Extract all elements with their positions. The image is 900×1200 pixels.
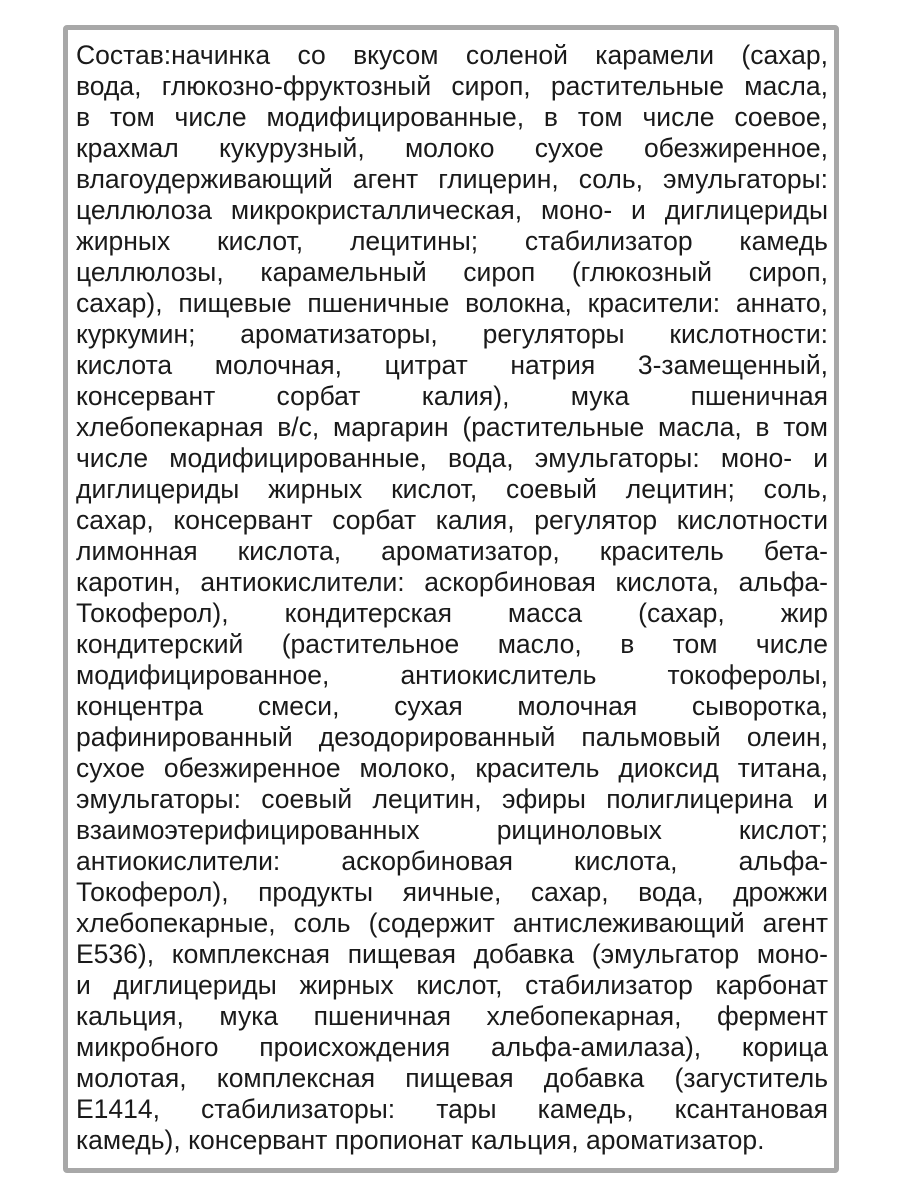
composition-line: числе модифицированные, вода, эмульгаторы: моно- и [76,443,828,473]
composition-line: лимонная кислота, ароматизатор, краситель бета- [76,536,828,566]
composition-line: Состав:начинка со вкусом соленой карамели (сахар, [76,40,828,70]
composition-line: Токоферол), кондитерская масса (сахар, жир [76,598,828,628]
composition-line: жирных кислот, лецитины; стабилизатор камедь [76,226,828,256]
composition-line: эмульгаторы: соевый лецитин, эфиры полиглицерина и [76,784,828,814]
composition-line: консервант сорбат калия), мука пшеничная [76,381,828,411]
composition-line: концентра смеси, сухая молочная сыворотка, [76,691,828,721]
composition-line: вода, глюкозно-фруктозный сироп, растительные масла, [76,71,828,101]
composition-line: кислота молочная, цитрат натрия 3-замещенный, [76,350,828,380]
composition-line: камедь), консервант пропионат кальция, ароматизатор. [76,1125,765,1155]
composition-line: в том числе модифицированные, в том числе соевое, [76,102,828,132]
composition-line: микробного происхождения альфа-амилаза), корица [76,1032,828,1062]
composition-line: антиокислители: аскорбиновая кислота, альфа- [76,846,828,876]
composition-line: Токоферол), продукты яичные, сахар, вода, дрожжи [76,877,828,907]
composition-line: целлюлозы, карамельный сироп (глюкозный сироп, [76,257,828,287]
composition-line: кондитерский (растительное масло, в том числе [76,629,828,659]
composition-line: сахар, консервант сорбат калия, регулятор кислотности [76,505,828,535]
composition-line: Е1414, стабилизаторы: тары камедь, ксантановая [76,1094,828,1124]
composition-line: хлебопекарные, соль (содержит антислеживающий агент [76,908,828,938]
composition-text [76,40,828,1156]
composition-line: крахмал кукурузный, молоко сухое обезжиренное, [76,133,828,163]
composition-line: взаимоэтерифицированных рициноловых кислот; [76,815,828,845]
composition-line: модифицированное, антиокислитель токоферолы, [76,660,828,690]
composition-line: диглицериды жирных кислот, соевый лецитин; соль, [76,474,828,504]
composition-line: куркумин; ароматизаторы, регуляторы кислотности: [76,319,828,349]
composition-line: целлюлоза микрокристаллическая, моно- и диглицериды [76,195,828,225]
composition-line: кальция, мука пшеничная хлебопекарная, фермент [76,1001,828,1031]
composition-line: рафинированный дезодорированный пальмовый олеин, [76,722,828,752]
composition-line: и диглицериды жирных кислот, стабилизатор карбонат [76,970,828,1000]
composition-frame [63,25,839,1173]
composition-line: сухое обезжиренное молоко, краситель диоксид титана, [76,753,828,783]
composition-line: каротин, антиокислители: аскорбиновая кислота, альфа- [76,567,828,597]
composition-line: хлебопекарная в/с, маргарин (растительные масла, в том [76,412,828,442]
composition-line: молотая, комплексная пищевая добавка (загуститель [76,1063,828,1093]
composition-line: Е536), комплексная пищевая добавка (эмульгатор моно- [76,939,828,969]
composition-line: влагоудерживающий агент глицерин, соль, эмульгаторы: [76,164,828,194]
composition-line: сахар), пищевые пшеничные волокна, красители: аннато, [76,288,828,318]
